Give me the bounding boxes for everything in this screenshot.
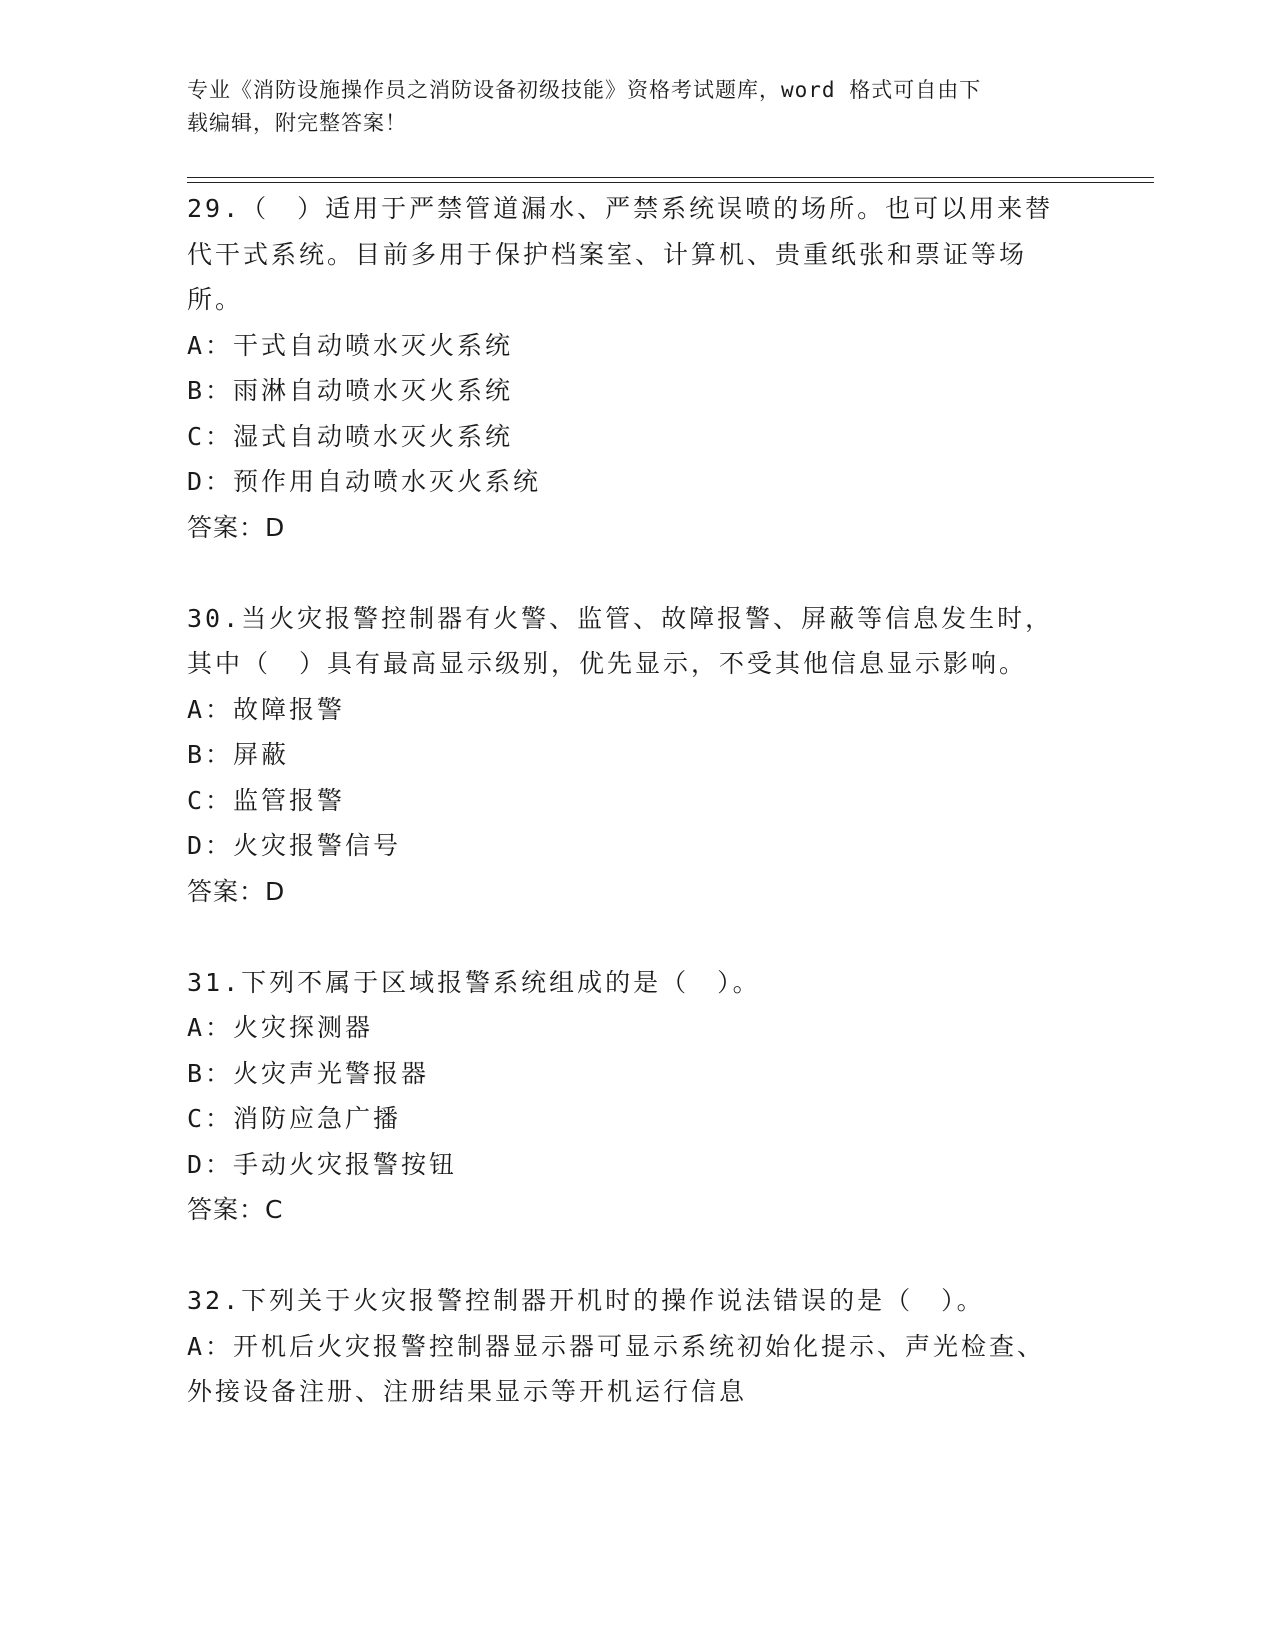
option-b: B：火灾声光警报器 bbox=[187, 1058, 430, 1088]
question-spacer bbox=[187, 914, 1087, 960]
answer-line: 答案：D bbox=[187, 512, 286, 542]
answer-line: 答案：D bbox=[187, 876, 286, 906]
question-spacer bbox=[187, 550, 1087, 596]
question-stem-line: 32.下列关于火灾报警控制器开机时的操作说法错误的是（ ）。 bbox=[187, 1286, 985, 1315]
document-header bbox=[187, 74, 1067, 140]
header-divider-top bbox=[187, 177, 1154, 178]
option-a-continued: 外接设备注册、注册结果显示等开机运行信息 bbox=[187, 1377, 748, 1406]
header-divider-bottom bbox=[187, 182, 1154, 183]
question-stem-line: 30.当火灾报警控制器有火警、监管、故障报警、屏蔽等信息发生时， bbox=[187, 603, 1054, 633]
option-b: B：屏蔽 bbox=[187, 740, 290, 769]
question-31 bbox=[187, 960, 1087, 1279]
option-c: C：消防应急广播 bbox=[187, 1104, 402, 1133]
option-c: C：监管报警 bbox=[187, 785, 346, 815]
question-30 bbox=[187, 596, 1087, 960]
option-a: A：故障报警 bbox=[187, 694, 346, 724]
question-stem-line: 代干式系统。目前多用于保护档案室、计算机、贵重纸张和票证等场 bbox=[187, 239, 1028, 269]
option-d: D：火灾报警信号 bbox=[187, 831, 402, 860]
question-spacer bbox=[187, 1233, 1087, 1279]
question-29 bbox=[187, 186, 1087, 596]
question-stem-line: 所。 bbox=[187, 285, 244, 314]
question-stem-line: 31.下列不属于区域报警系统组成的是（ ）。 bbox=[187, 967, 761, 997]
header-line-2: 载编辑，附完整答案！ bbox=[187, 111, 407, 135]
option-a: A：开机后火灾报警控制器显示器可显示系统初始化提示、声光检查、 bbox=[187, 1331, 1046, 1361]
option-a: A：干式自动喷水灭火系统 bbox=[187, 330, 514, 360]
answer-line: 答案：C bbox=[187, 1195, 284, 1224]
option-c: C：湿式自动喷水灭火系统 bbox=[187, 421, 514, 451]
option-a: A：火灾探测器 bbox=[187, 1013, 374, 1042]
option-d: D：预作用自动喷水灭火系统 bbox=[187, 467, 542, 496]
option-d: D：手动火灾报警按钮 bbox=[187, 1149, 458, 1179]
header-line-1: 专业《消防设施操作员之消防设备初级技能》资格考试题库，word 格式可自由下 bbox=[187, 78, 982, 102]
question-stem-line: 29.（ ）适用于严禁管道漏水、严禁系统误喷的场所。也可以用来替 bbox=[187, 194, 1054, 223]
question-list bbox=[187, 186, 1087, 1415]
question-32 bbox=[187, 1278, 1087, 1415]
question-stem-line: 其中（ ）具有最高显示级别，优先显示，不受其他信息显示影响。 bbox=[187, 649, 1028, 678]
option-b: B：雨淋自动喷水灭火系统 bbox=[187, 376, 514, 405]
